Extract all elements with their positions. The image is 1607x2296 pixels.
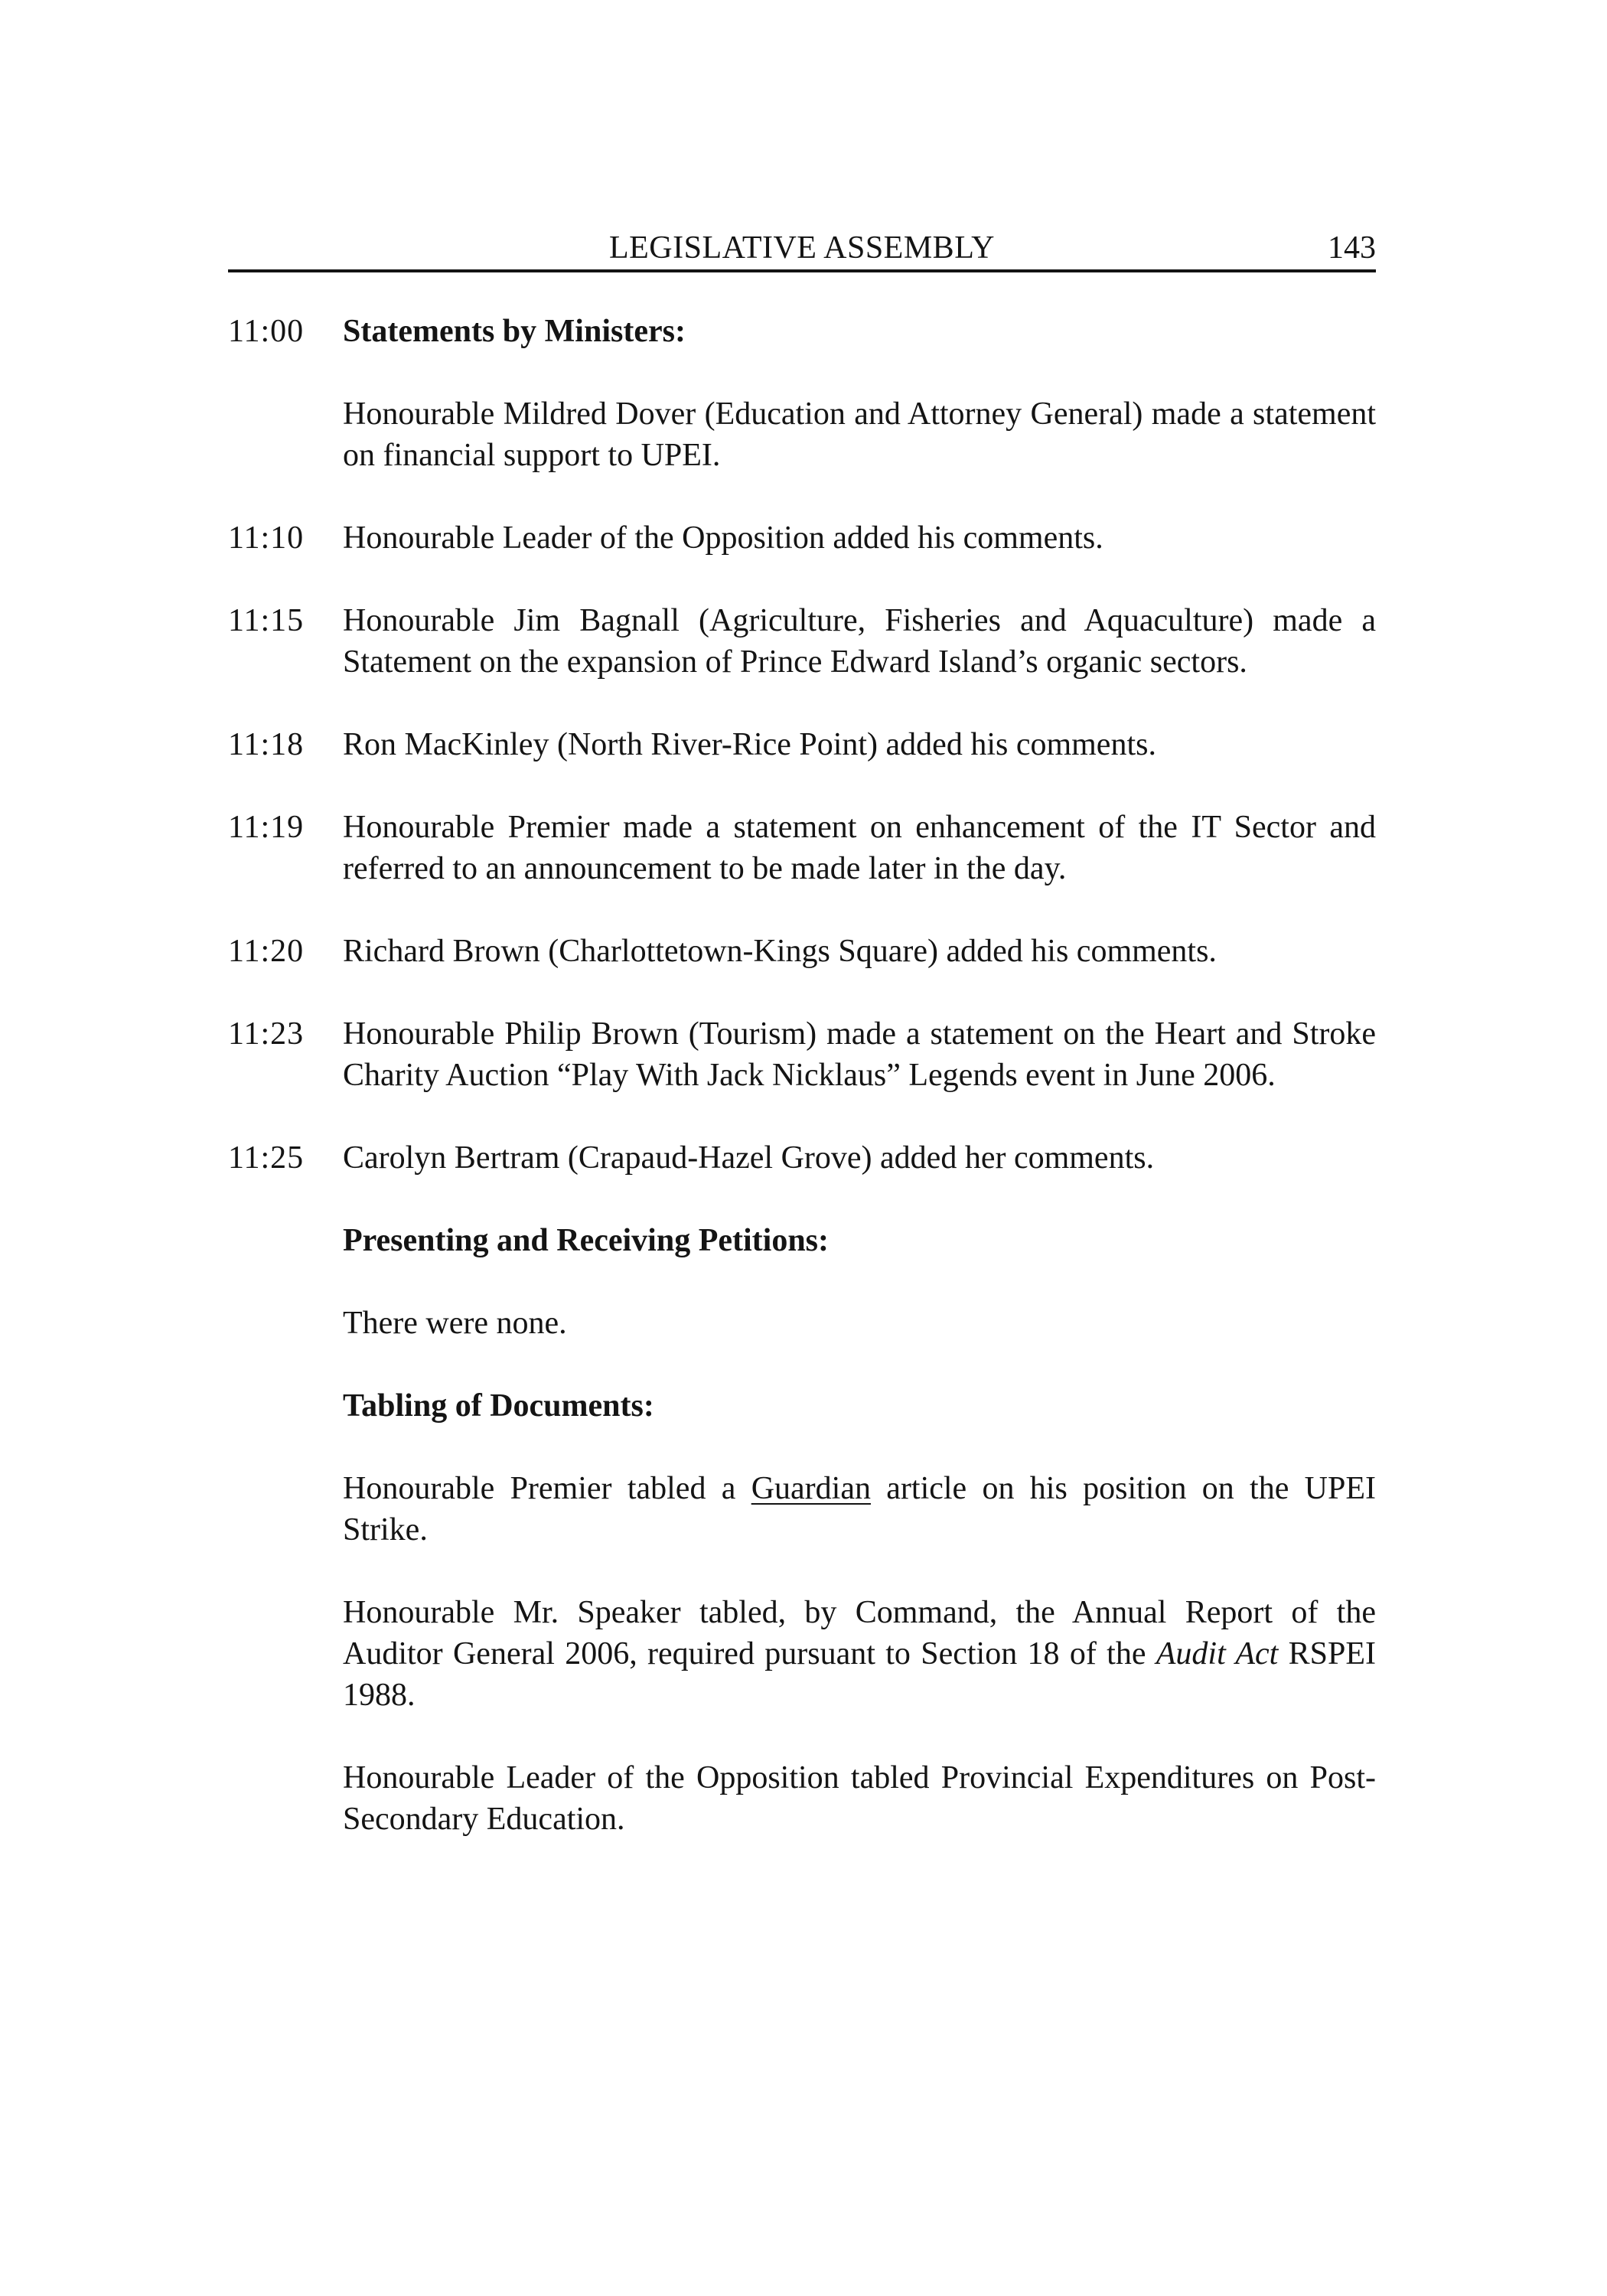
entry-text: Honourable Premier made a statement on enhancement of the IT Sector and referred to an announcement to be made later in the day. (343, 810, 1376, 886)
section-heading-statements: Statements by Ministers: (343, 314, 686, 349)
premier-tabling-after: article on his position on the UPEI Strike. (343, 1471, 1376, 1548)
entry-text: Honourable Mildred Dover (Education and Attorney General) made a statement on financial support to UPEI. (343, 396, 1376, 473)
entry-time: 11:15 (228, 603, 305, 638)
entry-text: Honourable Jim Bagnall (Agriculture, Fisheries and Aquaculture) made a Statement on the expansion of Prince Edward Island’s organic sectors. (343, 603, 1376, 680)
page-header (228, 227, 1376, 272)
speaker-tabling-before: Honourable Mr. Speaker tabled, by Command, the Annual Report of the Auditor General 2006, required pursuant to Section 18 of the (343, 1595, 1376, 1671)
speaker-tabling-text (343, 1592, 1376, 1716)
entry-1118 (228, 724, 1376, 765)
premier-tabling-row (228, 1468, 1376, 1551)
entry-1120 (228, 931, 1376, 972)
petitions-heading-row (228, 1220, 1376, 1261)
opposition-tabling-row (228, 1757, 1376, 1840)
entry-time: 11:18 (228, 727, 305, 762)
speaker-tabling-after: RSPEI 1988. (343, 1636, 1377, 1713)
entry-1115 (228, 600, 1376, 683)
speaker-tabling-row (228, 1592, 1376, 1716)
petitions-text-row (228, 1303, 1376, 1344)
audit-act-title: Audit Act (1156, 1636, 1279, 1671)
section-heading-documents: Tabling of Documents: (343, 1388, 654, 1424)
documents-heading-row (228, 1385, 1376, 1427)
entry-1125 (228, 1137, 1376, 1179)
petitions-text: There were none. (343, 1306, 567, 1341)
entry-text: Ron MacKinley (North River-Rice Point) added his comments. (343, 727, 1156, 762)
page-number: 143 (1328, 230, 1376, 266)
entry-statements-heading (228, 311, 1376, 352)
section-heading-petitions: Presenting and Receiving Petitions: (343, 1223, 830, 1258)
entry-time: 11:10 (228, 520, 305, 556)
entry-time: 11:00 (228, 314, 305, 349)
entry-time: 11:19 (228, 810, 305, 845)
entry-1119 (228, 807, 1376, 889)
entry-1123 (228, 1013, 1376, 1096)
entry-text: Richard Brown (Charlottetown-Kings Square) added his comments. (343, 934, 1217, 969)
opposition-tabling-text: Honourable Leader of the Opposition tabled Provincial Expenditures on Post-Secondary Education. (343, 1760, 1376, 1837)
entry-1110 (228, 517, 1376, 559)
entry-time: 11:20 (228, 934, 305, 969)
entry-text: Carolyn Bertram (Crapaud-Hazel Grove) added her comments. (343, 1140, 1155, 1176)
guardian-source: Guardian (751, 1471, 871, 1506)
premier-tabling-text (343, 1468, 1376, 1551)
journal-content (228, 311, 1376, 1840)
entry-dover-statement (228, 393, 1376, 476)
entry-time: 11:23 (228, 1016, 305, 1052)
entry-time: 11:25 (228, 1140, 305, 1176)
entry-text: Honourable Leader of the Opposition added his comments. (343, 520, 1103, 556)
premier-tabling-before: Honourable Premier tabled a (343, 1471, 751, 1506)
entry-text: Honourable Philip Brown (Tourism) made a statement on the Heart and Stroke Charity Auction “Play With Jack Nicklaus” Legends event in June 2006. (343, 1016, 1376, 1093)
header-title: LEGISLATIVE ASSEMBLY (609, 230, 995, 266)
